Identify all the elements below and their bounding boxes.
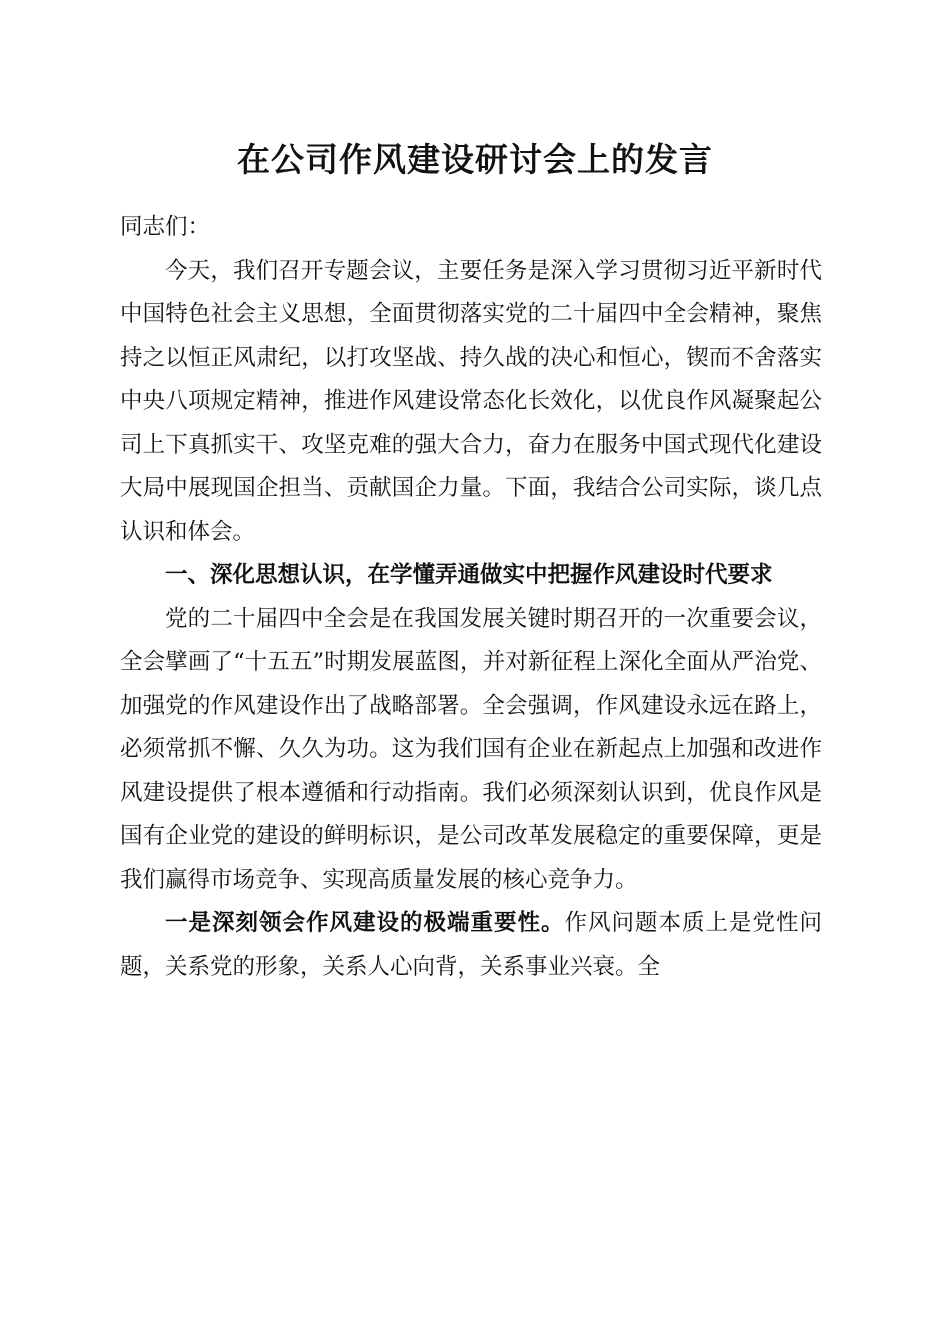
point-1-paragraph <box>120 902 822 989</box>
salutation: 同志们： <box>120 214 211 240</box>
section-1-paragraph: 党的二十届四中全会是在我国发展关键时期召开的一次重要会议，全会擘画了“十五五”时期发展蓝图，并对新征程上深化全面从严治党、加强党的作风建设作出了战略部署。全会强调，作风建设永远在路上，必须常抓不懈、久久为功。这为我们国有企业在新起点上加强和改进作风建设提供了根本遵循和行动指南。我们必须深刻认识到，优良作风是国有企业党的建设的鲜明标识，是公司改革发展稳定的重要保障，更是我们赢得市场竞争、实现高质量发展的核心竞争力。 <box>120 605 822 893</box>
intro-paragraph: 今天，我们召开专题会议，主要任务是深入学习贯彻习近平新时代中国特色社会主义思想，全面贯彻落实党的二十届四中全会精神，聚焦持之以恒正风肃纪，以打攻坚战、持久战的决心和恒心，锲而不舍落实中央八项规定精神，推进作风建设常态化长效化，以优良作风凝聚起公司上下真抓实干、攻坚克难的强大合力，奋力在服务中国式现代化建设大局中展现国企担当、贡献国企力量。下面，我结合公司实际，谈几点认识和体会。 <box>120 257 822 545</box>
document-body <box>120 206 822 989</box>
document-title: 在公司作风建设研讨会上的发言 <box>237 140 713 179</box>
point-1-text: 作风问题本质上是党性问题，关系党的形象，关系人心向背，关系事业兴衰。全 <box>120 910 822 980</box>
section-heading-1: 一、深化思想认识，在学懂弄通做实中把握作风建设时代要求 <box>165 562 773 588</box>
point-1-lead: 一是深刻领会作风建设的极端重要性。 <box>165 910 565 936</box>
